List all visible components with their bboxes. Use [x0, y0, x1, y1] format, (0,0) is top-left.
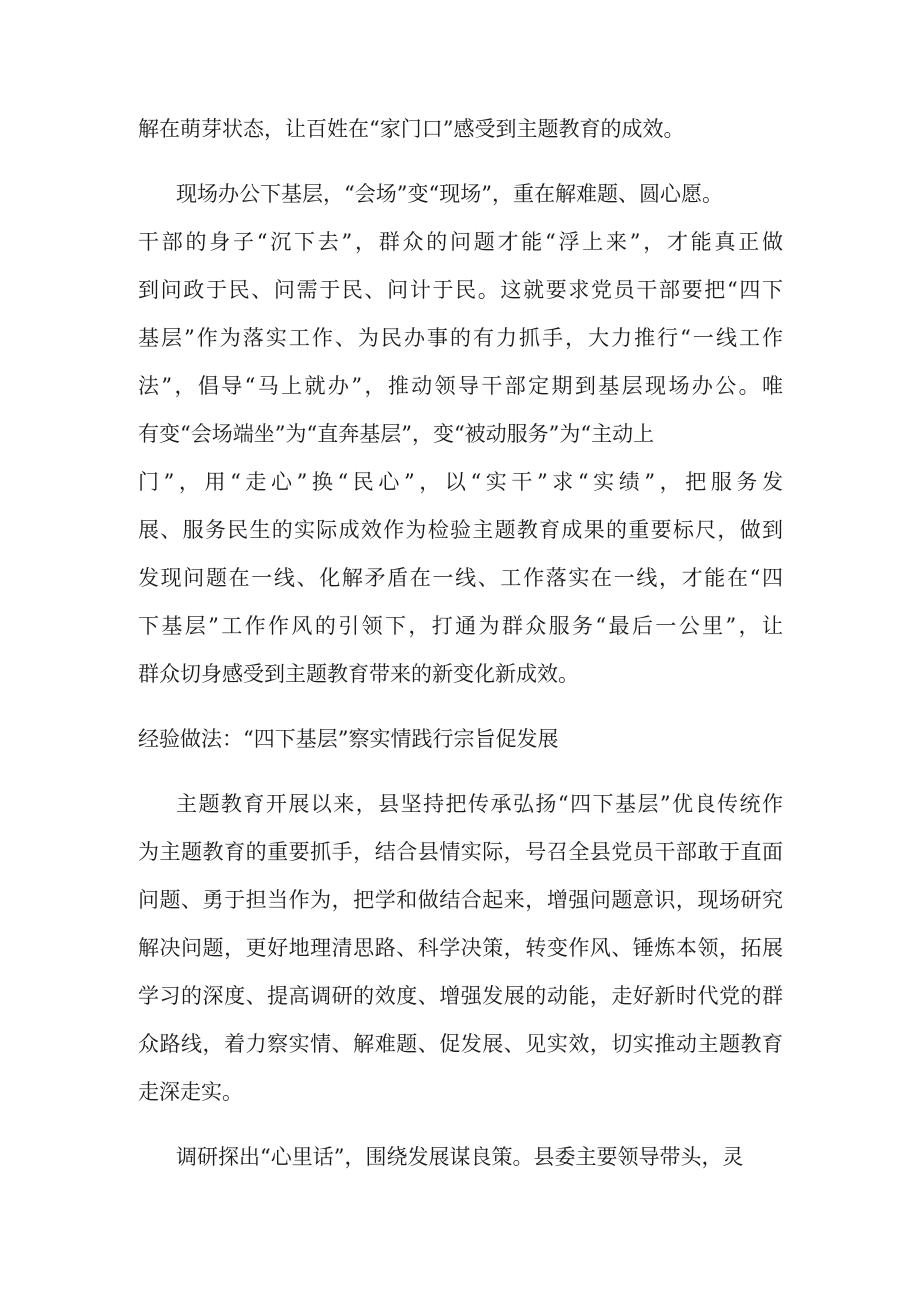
- text-line: 解在萌芽状态，让百姓在“家门口”感受到主题教育的成效。: [138, 117, 685, 141]
- text-line: 门”，用“走心”换“民心”，以“实干”求“实绩”，把服务发: [138, 470, 783, 494]
- text-line: 问题、勇于担当作为，把学和做结合起来，增强问题意识，现场研究: [138, 888, 783, 912]
- text-line: 有变“会场端坐”为“直奔基层”，变“被动服务”为“主动上: [138, 422, 655, 446]
- text-line: 干部的身子“沉下去”，群众的问题才能“浮上来”，才能真正做: [138, 230, 783, 254]
- text-line: 学习的深度、提高调研的效度、增强发展的动能，走好新时代党的群: [138, 984, 783, 1008]
- text-line: 走深走实。: [138, 1080, 243, 1104]
- section-heading: [138, 715, 783, 763]
- document-body: [138, 105, 783, 1181]
- paragraph-onsite-office: [138, 170, 783, 698]
- text-line: 解决问题，更好地理清思路、科学决策，转变作风、锤炼本领，拓展: [138, 936, 783, 960]
- text-line: 为主题教育的重要抓手，结合县情实际，号召全县党员干部敢于直面: [138, 840, 783, 864]
- text-line: 现场办公下基层，“会场”变“现场”，重在解难题、圆心愿。: [176, 182, 723, 206]
- text-line: 法”，倡导“马上就办”，推动领导干部定期到基层现场办公。唯: [138, 374, 783, 398]
- text-line: 展、服务民生的实际成效作为检验主题教育成果的重要标尺，做到: [138, 518, 783, 542]
- text-line: 基层”作为落实工作、为民办事的有力抓手，大力推行“一线工作: [138, 326, 783, 350]
- text-line: 群众切身感受到主题教育带来的新变化新成效。: [138, 662, 579, 686]
- paragraph-research: [138, 1133, 783, 1181]
- paragraph-theme-education: [138, 780, 783, 1116]
- text-line: 众路线，着力察实情、解难题、促发展、见实效，切实推动主题教育: [138, 1032, 783, 1056]
- paragraph-continuation: [138, 105, 783, 153]
- text-line: 下基层”工作作风的引领下，打通为群众服务“最后一公里”，让: [138, 614, 783, 638]
- section-heading-text: 经验做法：“四下基层”察实情践行宗旨促发展: [138, 727, 559, 751]
- text-line: 调研探出“心里话”，围绕发展谋良策。县委主要领导带头，灵: [176, 1145, 744, 1169]
- text-line: 发现问题在一线、化解矛盾在一线、工作落实在一线，才能在“四: [138, 566, 783, 590]
- text-line: 到问政于民、问需于民、问计于民。这就要求党员干部要把“四下: [138, 278, 783, 302]
- text-line: 主题教育开展以来，县坚持把传承弘扬“四下基层”优良传统作: [176, 792, 783, 816]
